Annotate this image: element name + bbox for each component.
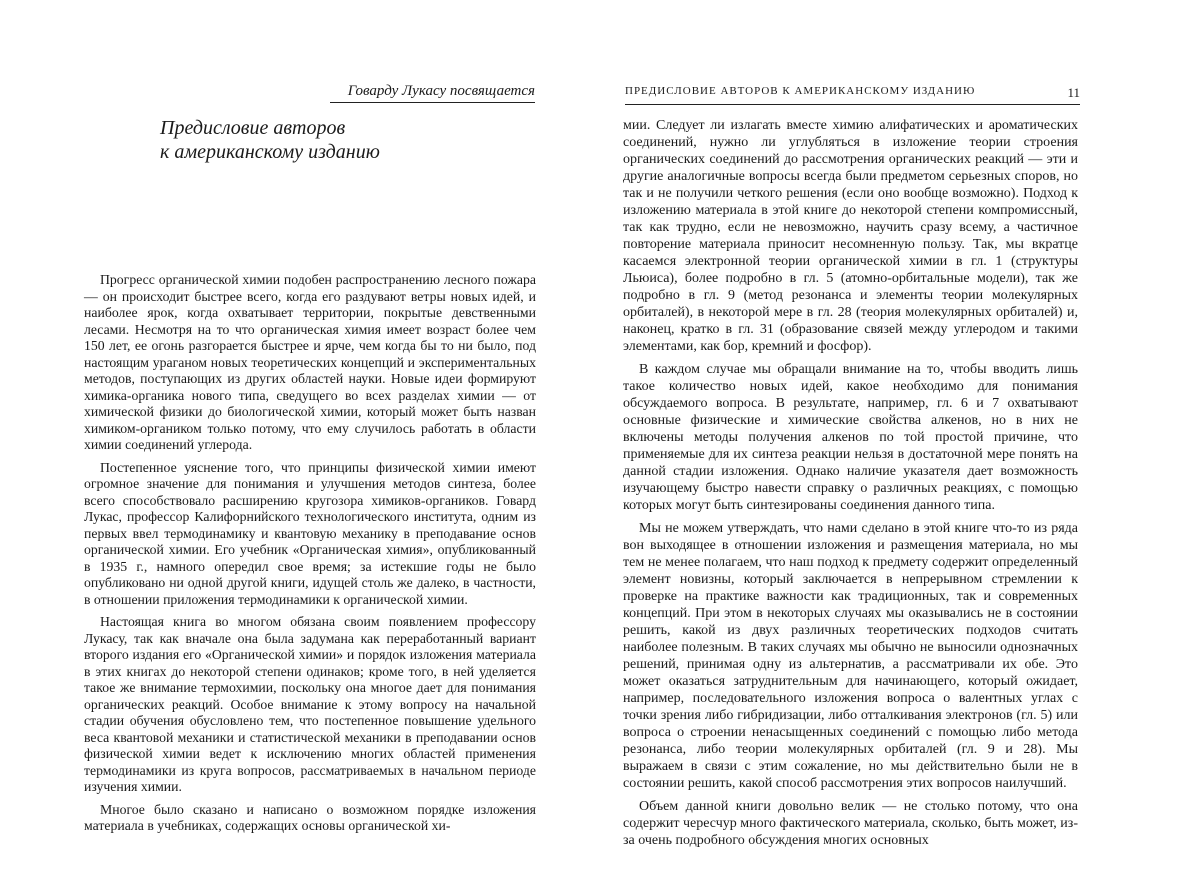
paragraph: Объем данной книги довольно велик — не столько потому, что она содержит чересчур много фактического материала, сколько, быть может, из-за очень подробного обсуждения многих основных <box>623 799 1078 848</box>
right-page <box>600 0 1200 874</box>
paragraph: Многое было сказано и написано о возможном порядке изложения материала в учебниках, содержащих основы органической хи- <box>84 801 536 833</box>
preface-title <box>160 116 460 164</box>
paragraph: Прогресс органической химии подобен распространению лесного пожара — он происходит быстрее всего, когда его раздувают ветры новых идей, и наиболее ярок, когда охватывает территории, покрытые девственными лесами. Несмотря на то что органическая химия имеет возраст более чем 150 лет, ее огонь разгорается быстрее и ярче, чем когда бы то ни было, под настоящим ураганом новых теоретических концепций и экспериментальных методов, поступающих из других областей науки. Новые идеи формируют химика-органика нового типа, сведущего во всех разделах химии — от химической физики до биологической химии, который может быть назван химиком-органиком только потому, что ему случилось работать в области химии соединений углерода. <box>84 272 536 452</box>
paragraph: мии. Следует ли излагать вместе химию алифатических и ароматических соединений, нужно ли углубляться в изложение теории строения органических соединений до рассмотрения органических реакций — эти и другие аналогичные вопросы всегда были предметом серьезных споров, но так и не получили четкого решения (если оно вообще возможно). Подход к изложению материала в этой книге до некоторой степени компромиссный, так как трудно, если не невозможно, научить сразу всему, а частичное повторение материала приносит несомненную пользу. Так, мы вкратце касаемся электронной теории органической химии в гл. 1 (структуры Льюиса), более подробно в гл. 5 (атомно-орбитальные модели), так же подробно в гл. 9 (метод резонанса и элементы теории молекулярных орбиталей), в некоторой мере в гл. 28 (теория молекулярных орбиталей) и, наконец, кратко в гл. 31 (образование связей между углеродом и такими элементами, как бор, кремний и фосфор). <box>623 118 1078 354</box>
left-text-column <box>84 272 536 841</box>
paragraph: В каждом случае мы обращали внимание на то, чтобы вводить лишь такое количество новых идей, какое необходимо для понимания обсуждаемого вопроса. В результате, например, гл. 6 и 7 охватывают основные физические и химические свойства алкенов, но в них не включены методы получения алкенов по той простой причине, что применяемые для их синтеза реакции нельзя в достаточной мере понять на данной стадии изложения. Однако наличие указателя дает возможность изучающему быстро навести справку о различных реакциях, с помощью которых могут быть синтезированы соединения данного типа. <box>623 362 1078 513</box>
paragraph: Постепенное уяснение того, что принципы физической химии имеют огромное значение для понимания и улучшения методов синтеза, более всего способствовало расширению кругозора химиков-органиков. Говард Лукас, профессор Калифорнийского технологического института, одним из первых ввел термодинамику и квантовую механику в преподавание основ органической химии. Его учебник «Органическая химия», опубликованный в 1935 г., намного опередил свое время; за истекшие годы не было опубликовано ни одной другой книги, идущей столь же далеко, в частности, в отношении приложения термодинамики к органической химии. <box>84 459 536 607</box>
right-text-column <box>623 117 1078 855</box>
paragraph: Мы не можем утверждать, что нами сделано в этой книге что-то из ряда вон выходящее в отношении изложения и размещения материала, но мы тем не менее полагаем, что наш подход к предмету содержит определенный элемент новизны, который заключается в непрерывном стремлении к проверке на практике важности как традиционных, так и современных концепций. При этом в некоторых случаях мы оказывались не в состоянии решить, какой из двух различных теоретических подходов считать наиболее полезным. В таких случаях мы обычно не выносили однозначных решений, принимая одну из альтернатив, а рассматривали их обе. Это может оказаться затруднительным для начинающего, который ожидает, например, последовательного изложения вопроса о валентных углах с точки зрения либо гибридизации, либо отталкивания электронов (гл. 5) или вопроса о строении ненасыщенных соединений с помощью либо метода резонанса, либо теории молекулярных орбиталей (гл. 9 и 28). Мы выражаем в связи с этим сожаление, но мы действительно были не в состоянии решить, какой способ рассмотрения этих вопросов наилучший. <box>623 521 1078 791</box>
preface-title-line1: Предисловие авторов <box>160 117 346 139</box>
running-head-title: ПРЕДИСЛОВИЕ АВТОРОВ К АМЕРИКАНСКОМУ ИЗДАНИЮ <box>625 85 976 97</box>
paragraph: Настоящая книга во многом обязана своим появлением профессору Лукасу, так как вначале она была задумана как переработанный вариант второго издания его «Органической химии» и порядок изложения материала в этих книгах до некоторой степени одинаков; кроме того, в ней уделяется такое же внимание термохимии, поскольку она многое дает для понимания органических реакций. Особое внимание к этому вопросу на начальной стадии обучения обусловлено тем, что постепенное повышение удельного веса квантовой механики и статистической механики в преподавании основ физической химии ведет к исключению многих областей применения термодинамики из круга вопросов, рассматриваемых в начальном периоде изучения химии. <box>84 614 536 794</box>
running-head <box>625 85 1080 105</box>
preface-title-line2: к американскому изданию <box>160 141 380 163</box>
dedication: Говарду Лукасу посвящается <box>330 83 535 103</box>
page-number: 11 <box>1067 85 1080 100</box>
